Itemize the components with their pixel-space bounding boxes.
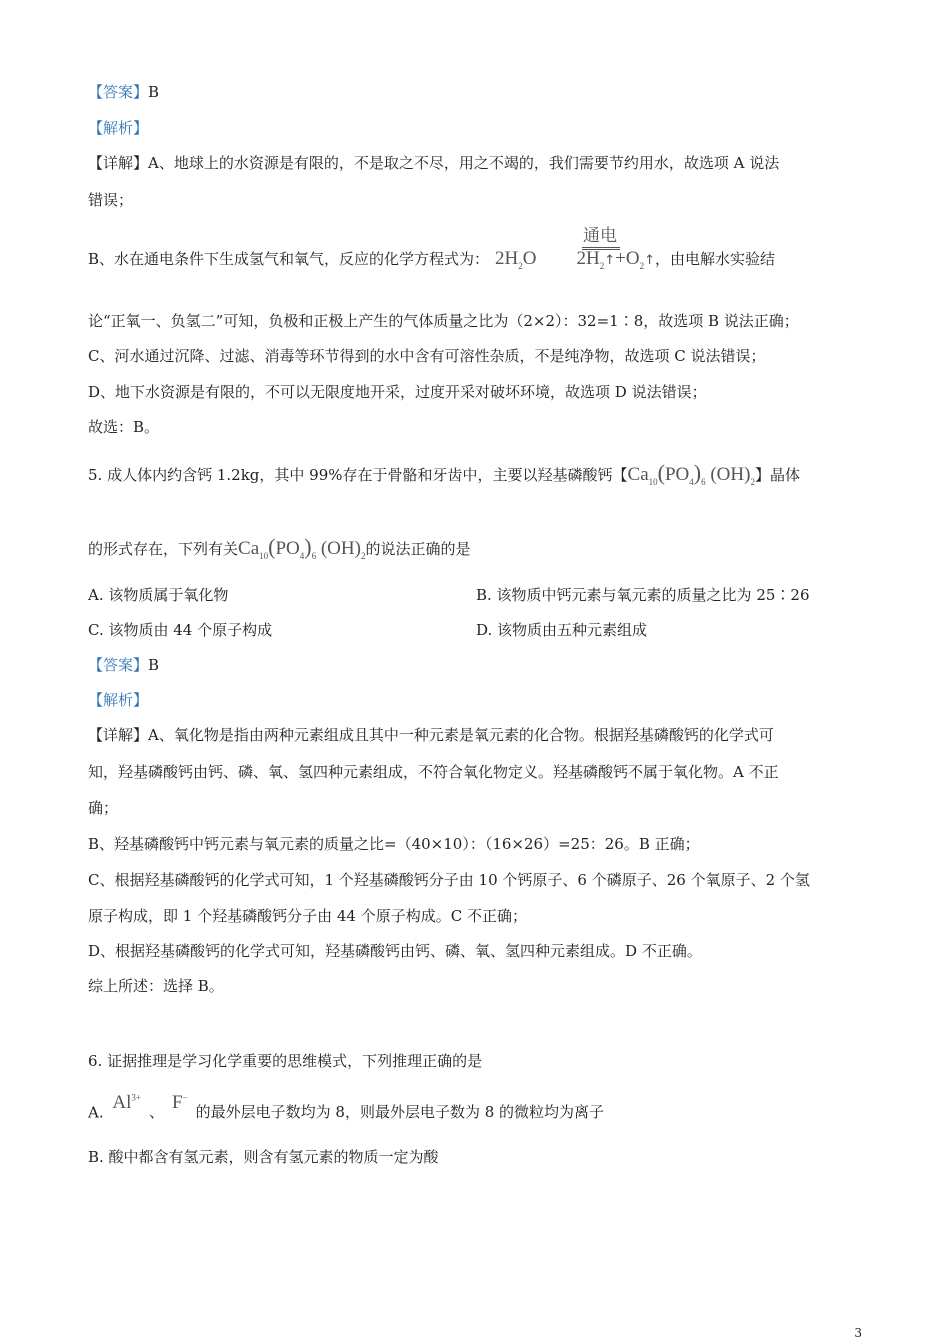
formula-hydroxyapatite: $Ca_{10}(PO_4)_6$ $(OH)_2$ xyxy=(627,460,755,487)
detail-tag: 【详解】 xyxy=(88,726,149,744)
q5-detail-d1: D、根据羟基磷酸钙的化学式可知，羟基磷酸钙由钙、磷、氧、氢四种元素组成。D 不正确。 xyxy=(88,942,702,960)
q5-detail-a1-text: A、氧化物是指由两种元素组成且其中一种元素是氧元素的化合物。根据羟基磷酸钙的化学式可 xyxy=(148,726,774,744)
detail-line-a1 xyxy=(88,153,779,173)
analysis-tag: 【解析】 xyxy=(88,119,149,137)
ion-al3plus: $Al^{3+}$ xyxy=(112,1092,141,1114)
q5-detail-c2: 原子构成，即 1 个羟基磷酸钙分子由 44 个原子构成。C 不正确； xyxy=(88,907,527,925)
q5-option-b: B. 该物质中钙元素与氧元素的质量之比为 25∶26 xyxy=(476,586,810,604)
answer-value: B xyxy=(148,656,160,674)
q5-stem-1b: 】晶体 xyxy=(754,466,800,484)
detail-b-intro: B、水在通电条件下生成氢气和氧气，反应的化学方程式为： xyxy=(88,250,490,268)
detail-b-outro: ，由电解水实验结 xyxy=(654,250,775,268)
q5-summary: 综上所述：选择 B。 xyxy=(88,977,224,995)
detail-a-text: A、地球上的水资源是有限的，不是取之不尽，用之不竭的，我们需要节约用水，故选项 A 说法 xyxy=(148,154,780,172)
detail-line-b xyxy=(88,249,775,276)
q5-stem-2a: 的形式存在，下列有关 xyxy=(88,540,239,558)
ion-f-minus: F− xyxy=(171,1092,188,1114)
q5-option-d: D. 该物质由五种元素组成 xyxy=(476,621,648,639)
q5-detail-a2: 知，羟基磷酸钙由钙、磷、氧、氢四种元素组成，不符合氧化物定义。羟基磷酸钙不属于氧化物。A 不正 xyxy=(88,763,779,781)
conclusion-q4: 故选：B。 xyxy=(88,418,160,436)
q6-option-b: B. 酸中都含有氢元素，则含有氢元素的物质一定为酸 xyxy=(88,1148,439,1166)
q6-option-a-text: 的最外层电子数均为 8，则最外层电子数为 8 的微粒均为离子 xyxy=(195,1103,605,1122)
q6-stem: 6. 证据推理是学习化学重要的思维模式，下列推理正确的是 xyxy=(88,1052,483,1070)
q5-detail-b1: B、羟基磷酸钙中钙元素与氧元素的质量之比=（40×10）：（16×26）=25：26。B 正确； xyxy=(88,835,700,853)
answer-tag: 【答案】 xyxy=(88,656,149,674)
q5-stem-2b: 的说法正确的是 xyxy=(365,540,471,558)
answer-tag: 【答案】 xyxy=(88,83,149,101)
detail-line-a2: 错误； xyxy=(88,191,134,209)
q5-option-a: A. 该物质属于氧化物 xyxy=(88,586,229,604)
q6-option-a-sep: 、 xyxy=(148,1103,164,1122)
equation-condition: 通电 xyxy=(583,226,617,245)
formula-hydroxyapatite-2: $Ca_{10}(PO_4)_6$ $(OH)_2$ xyxy=(238,534,366,561)
q5-detail-a3: 确； xyxy=(88,799,119,817)
analysis-tag: 【解析】 xyxy=(88,691,149,709)
detail-tag: 【详解】 xyxy=(88,154,149,172)
q5-option-c: C. 该物质由 44 个原子构成 xyxy=(88,621,273,639)
answer-value: B xyxy=(148,83,160,101)
q5-stem-line1 xyxy=(88,460,800,492)
q5-detail-c1: C、根据羟基磷酸钙的化学式可知，1 个羟基磷酸钙分子由 10 个钙原子、6 个磷原子、26 个氧原子、2 个氢 xyxy=(88,871,810,889)
page-number: 3 xyxy=(854,1326,862,1340)
answer-line-q5 xyxy=(88,655,159,675)
detail-line-c: C、河水通过沉降、过滤、消毒等环节得到的水中含有可溶性杂质，不是纯净物，故选项 C 说法错误； xyxy=(88,347,766,365)
answer-line-q4 xyxy=(88,82,159,102)
q6-option-a-prefix: A. xyxy=(88,1103,104,1122)
q5-stem-1a: 5. 成人体内约含钙 1.2kg，其中 99%存在于骨骼和牙齿中，主要以羟基磷酸钙【 xyxy=(88,466,628,484)
chemical-equation: $2H_2O$ $2H_2↑+O_2↑$ xyxy=(495,248,655,271)
detail-line-b2: 论“正氧一、负氢二”可知，负极和正极上产生的气体质量之比为（2×2）：32=1∶8，故选项 B 说法正确； xyxy=(88,312,799,330)
q5-stem-line2 xyxy=(88,534,471,566)
equation-double-bar xyxy=(582,247,620,250)
detail-line-d: D、地下水资源是有限的，不可以无限度地开采，过度开采对破坏环境，故选项 D 说法错误； xyxy=(88,383,707,401)
q6-option-a xyxy=(88,1092,605,1122)
q5-detail-a1 xyxy=(88,725,774,745)
